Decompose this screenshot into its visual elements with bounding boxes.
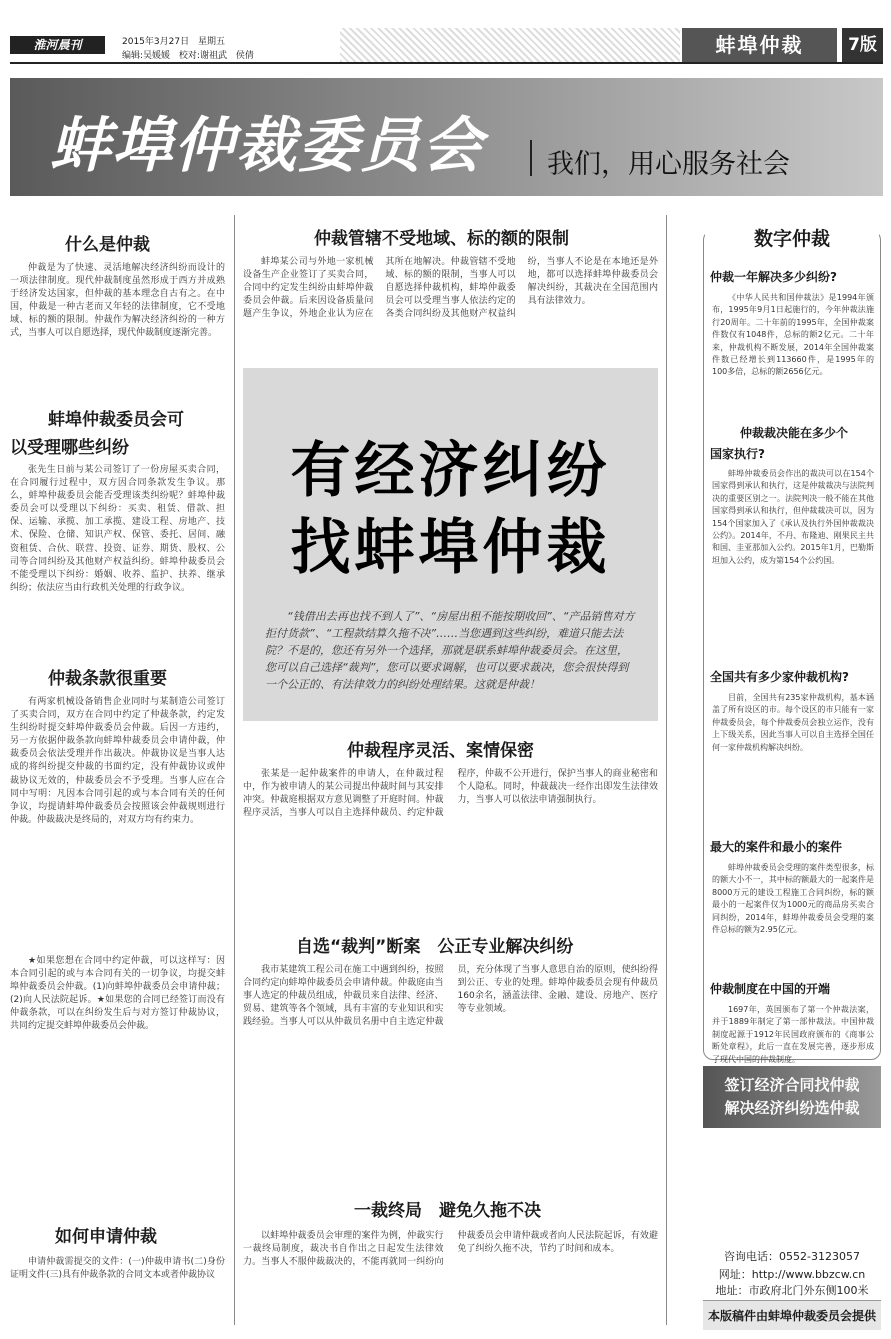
sidebar-text: 蚌埠仲裁委员会作出的裁决可以在154个国家得到承认和执行，这是仲裁裁决与法院判决的重要区别之一。法院判决一般不能在其他国家得到承认和执行，但仲裁裁决可以，因为154个国家加入了《承认及执行外国仲裁裁决公约》。2014年，不丹、布隆迪、刚果民主共和国、圭亚那加入公约。2015年1月，巴勒斯坦加入公约，成为第154个公约国。: [712, 469, 874, 565]
section-tab: 蚌埠仲裁: [682, 28, 837, 62]
ad-phone: 咨询电话：0552-3123057: [724, 1250, 860, 1263]
ad-slogan: [703, 1066, 881, 1128]
heading-accept-disputes-2: 以受理哪些纠纷: [10, 438, 129, 458]
article-what-is-arbitration: [10, 262, 225, 380]
ad-website: 网址：http://www.bbzcw.cn: [718, 1268, 866, 1281]
designer: 侯倩: [235, 51, 254, 61]
footer-credit: 本版稿件由蚌埠仲裁委员会提供: [703, 1300, 881, 1330]
heading-accept-disputes-1: 蚌埠仲裁委员会可: [48, 410, 184, 430]
masthead: [10, 28, 883, 64]
article-choose-arbitrator: [243, 964, 658, 1176]
sidebar-title: 数字仲裁: [705, 224, 879, 251]
sidebar-question-largest-case: 最大的案件和最小的案件: [710, 840, 843, 854]
banner-divider: [530, 140, 532, 176]
sidebar-question-enforcement-1: 仲裁裁决能在多少个: [740, 426, 849, 440]
article-jurisdiction: [243, 256, 658, 356]
ad-box: [703, 1066, 881, 1296]
article-text: 张某是一起仲裁案件的申请人，在仲裁过程中，作为被申请人的某公司提出仲裁时间与其安排冲突。仲裁庭根据双方意见调整了开庭时间。仲裁程序灵活，当事人可以自主选择仲裁员、约定仲裁程序，仲裁不公开进行，保护当事人的商业秘密和个人隐私。同时，仲裁裁决一经作出即发生法律效力，当事人可以依法申请强制执行。: [243, 769, 658, 819]
sidebar-question-institutions: 全国共有多少家仲裁机构?: [710, 670, 849, 684]
sidebar-text: 蚌埠仲裁委员会受理的案件类型很多，标的额大小不一，其中标的额最大的一起案件是8000万元的建设工程施工合同纠纷，标的额最小的一起案件仅为1000元的商品房买卖合同纠纷，2014年，蚌埠仲裁委员会受理的案件总标的额为2.95亿元。: [712, 863, 874, 935]
feature-quote: “钱借出去再也找不到人了”、“房屋出租不能按期收回”、“产品销售对方拒付货款”、“工程款结算久拖不决”……当您遇到这些纠纷，难道只能去法院？不是的，您还有另外一个选择，那就是联系蚌埠仲裁委员会。在这里，您可以自己选择“裁判”，您可以要求调解，也可以要求裁决，您会很快得到一个公正的、有法律效力的纠纷处理结果。这就是仲裁！: [265, 610, 635, 691]
sidebar-text: 目前，全国共有235家仲裁机构，基本涵盖了所有设区的市。每个设区的市只能有一家仲裁委员会，每个仲裁委员会独立运作，没有上下级关系，因此当事人可以自主选择全国任何一家仲裁机构解决纠纷。: [712, 693, 874, 752]
article-text: 申请仲裁需提交的文件：(一)仲裁申请书(二)身份证明文件(三)具有仲裁条款的合同文本或者仲裁协议: [10, 1257, 225, 1281]
banner-slogan: 我们，用心服务社会: [547, 149, 790, 180]
article-text: 仲裁是为了快速、灵活地解决经济纠纷而设计的一项法律制度。现代仲裁制度虽然形成于西方并成熟于经济发达国家，但仲裁的基本理念自古有之。在中国，仲裁是一种古老而又年轻的法律制度，它不受地域、标的额的限制。仲裁作为解决经济纠纷的一种方式，当事人可以自愿选择，现代仲裁制度逐渐完善。: [10, 263, 225, 339]
masthead-pattern: [340, 28, 680, 62]
heading-what-is-arbitration: 什么是仲裁: [65, 235, 150, 255]
sidebar-answer-largest-case: [712, 862, 874, 972]
proofreader: 校对:谢祖武: [178, 51, 227, 61]
article-text: ★如果您想在合同中约定仲裁，可以这样写：因本合同引起的或与本合同有关的一切争议，均提交蚌埠仲裁委员会仲裁。(1)向蚌埠仲裁委员会申请仲裁；(2)向人民法院起诉。★如果您的合同已经签订而没有仲裁条款，可以在纠纷发生后与对方签订仲裁协议，共同约定提交蚌埠仲裁委员会仲裁。: [10, 956, 225, 1032]
sidebar-question-origin: 仲裁制度在中国的开端: [710, 982, 831, 996]
article-text: 以蚌埠仲裁委员会审理的案件为例，仲裁实行一裁终局制度，裁决书自作出之日起发生法律效力。当事人不服仲裁裁决的，不能再就同一纠纷向仲裁委员会申请仲裁或者向人民法院起诉，有效避免了纠纷久拖不决，节约了时间和成本。: [243, 1231, 658, 1268]
article-accept-disputes: [10, 464, 225, 646]
article-how-to-apply: [10, 1256, 225, 1326]
heading-arbitration-clause: 仲裁条款很重要: [48, 669, 167, 689]
article-text: 蚌埠某公司与外地一家机械设备生产企业签订了买卖合同，合同中约定发生纠纷由蚌埠仲裁委员会仲裁。后来因设备质量问题产生争议，外地企业认为应在其所在地解决。仲裁管辖不受地域、标的额的限制，当事人可以自愿选择仲裁机构，蚌埠仲裁委员会可以受理当事人依法约定的各类合同纠纷及其他财产权益纠纷，当事人不论是在本地还是外地，都可以选择蚌埠仲裁委员会解决纠纷，其裁决在全国范围内具有法律效力。: [243, 257, 658, 320]
article-arbitration-clause: [10, 696, 225, 951]
article-text: 张先生日前与某公司签订了一份房屋买卖合同，在合同履行过程中，双方因合同条款发生争议。那么，蚌埠仲裁委员会能否受理该类纠纷呢？蚌埠仲裁委员会可以受理以下纠纷：买卖、租赁、借款、担保、运输、承揽、加工承揽、建设工程、房地产、技术、保险、仓储、知识产权、保管、委托、居间、融资租赁、合伙、联营、投资、证券、期货、股权、公司等合同纠纷及其他财产权益纠纷。蚌埠仲裁委员会不能受理以下纠纷：婚姻、收养、监护、扶养、继承纠纷；依法应当由行政机关处理的行政争议。: [10, 465, 225, 593]
sidebar-text: 《中华人民共和国仲裁法》是1994年颁布，1995年9月1日起施行的，今年仲裁法施行20周年。二十年前的1995年，全国仲裁案件数仅有1048件，总标的额2亿元。二十年来，仲裁机构不断发展，2014年全国仲裁案件数已经增长到113660件，是1995年的100多倍，总标的额2656亿元。: [712, 293, 874, 377]
sidebar-question-enforcement-2: 国家执行?: [710, 447, 765, 461]
paper-logo: 淮河晨刊: [10, 36, 105, 54]
banner-title: 蚌埠仲裁委员会: [50, 111, 484, 181]
ad-slogan-1: 签订经济合同找仲裁: [724, 1076, 860, 1094]
feature-box: [243, 368, 658, 721]
feature-headline-1: 有经济纠纷: [290, 436, 611, 506]
banner: [10, 78, 883, 196]
ad-address: 地址：市政府北门外东侧100米: [715, 1284, 869, 1297]
sidebar-answer-enforcement: [712, 468, 874, 658]
sidebar-question-cases-per-year: 仲裁一年解决多少纠纷?: [710, 270, 837, 284]
heading-choose-arbitrator: 自选“裁判”断案 公正专业解决纠纷: [296, 937, 574, 957]
heading-final-award: 一裁终局 避免久拖不决: [354, 1201, 541, 1221]
page-number: 7版: [842, 28, 883, 62]
feature-headline-2: 找蚌埠仲裁: [290, 513, 611, 583]
editor: 编辑:吴媛媛: [122, 51, 171, 61]
article-final-award: [243, 1230, 658, 1330]
issue-date-line: [122, 34, 231, 47]
article-text: 我市某建筑工程公司在施工中遇到纠纷，按照合同约定向蚌埠仲裁委员会申请仲裁。仲裁庭由当事人选定的仲裁员组成，仲裁员来自法律、经济、贸易、建筑等各个领域，具有丰富的专业知识和实践经验。当事人可以从仲裁员名册中自主选定仲裁员，充分体现了当事人意思自治的原则，使纠纷得到公正、专业的处理。蚌埠仲裁委员会现有仲裁员160余名，涵盖法律、金融、建设、房地产、医疗等专业领域。: [243, 965, 658, 1028]
issue-weekday: 星期五: [197, 37, 225, 47]
column-divider-right: [666, 215, 667, 1325]
article-clause-tips: [10, 955, 225, 1210]
sidebar-answer-institutions: [712, 692, 874, 822]
issue-date: 2015年3月27日: [122, 37, 190, 47]
heading-jurisdiction: 仲裁管辖不受地域、标的额的限制: [314, 229, 569, 249]
column-divider-left: [234, 215, 235, 1325]
heading-how-to-apply: 如何申请仲裁: [55, 1227, 157, 1247]
sidebar-answer-cases-per-year: [712, 292, 874, 412]
article-flexible-procedure: [243, 768, 658, 918]
article-text: 有两家机械设备销售企业同时与某制造公司签订了买卖合同，双方在合同中约定了仲裁条款，约定发生纠纷时提交蚌埠仲裁委员会仲裁。后因一方违约，另一方依据仲裁条款向蚌埠仲裁委员会申请仲裁，仲裁委员会依法受理并作出裁决。仲裁协议是当事人达成的将纠纷提交仲裁的书面约定，没有仲裁协议或仲裁协议无效的，仲裁委员会不予受理。当事人应在合同中写明：凡因本合同引起的或与本合同有关的任何争议，均提请蚌埠仲裁委员会按照该会仲裁规则进行仲裁。仲裁裁决是终局的，对双方均有约束力。: [10, 697, 225, 825]
ad-slogan-2: 解决经济纠纷选仲裁: [724, 1099, 860, 1117]
staff-line: [122, 48, 260, 61]
sidebar-text: 1697年，英国颁布了第一个仲裁法案，并于1889年制定了第一部仲裁法。中国仲裁制度起源于1912年民国政府颁布的《商事公断处章程》，此后一直在发展完善，逐步形成了现代中国的仲裁制度。: [712, 1005, 874, 1064]
sidebar-answer-origin: [712, 1004, 874, 1064]
heading-flexible-procedure: 仲裁程序灵活、案情保密: [347, 741, 534, 761]
